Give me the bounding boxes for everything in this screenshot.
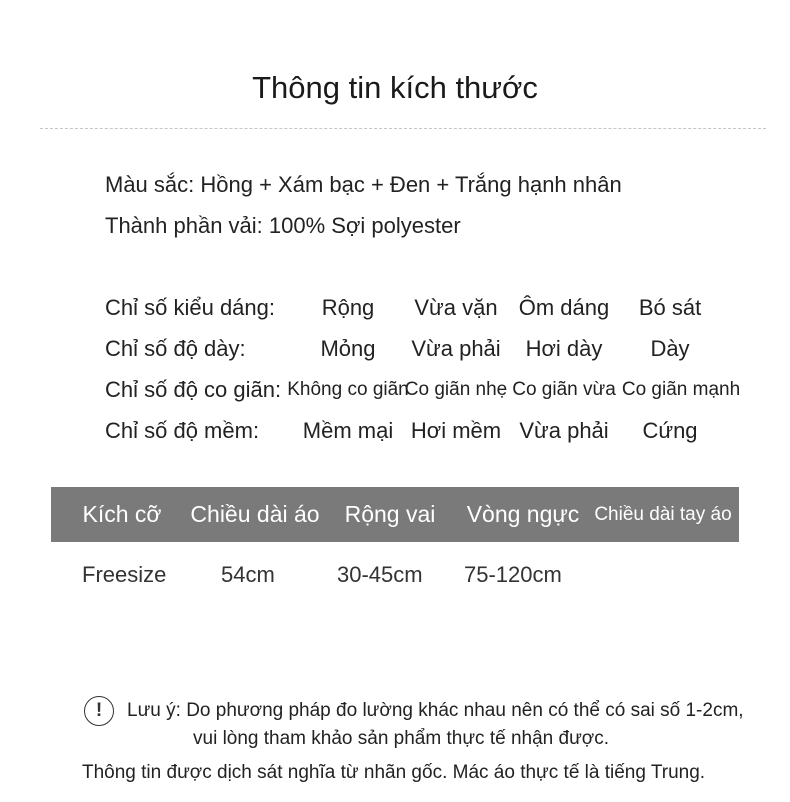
chest-value: 75-120cm [464, 562, 562, 587]
fit-option: Vừa vặn [414, 295, 498, 320]
length-column-header: Chiều dài áo [190, 501, 320, 527]
fit-index-label: Chỉ số kiểu dáng: [105, 295, 275, 320]
translation-note: Thông tin được dịch sát nghĩa từ nhãn gốc. Mác áo thực tế là tiếng Trung. [82, 762, 706, 783]
elasticity-option: Co giãn mạnh [621, 379, 741, 400]
sleeve-column-header: Chiều dài tay áo [594, 504, 732, 525]
softness-option: Vừa phải [519, 418, 609, 443]
dashed-divider [40, 128, 766, 129]
softness-index-label: Chỉ số độ mềm: [105, 418, 260, 443]
fit-option: Bó sát [638, 295, 702, 320]
shoulder-value: 30-45cm [337, 562, 423, 587]
measurement-note: Lưu ý: Do phương pháp đo lường khác nhau nên có thể có sai số 1-2cm, [127, 700, 744, 721]
thickness-index-label: Chỉ số độ dày: [105, 336, 246, 361]
size-value: Freesize [82, 562, 167, 587]
shoulder-column-header: Rộng vai [344, 501, 436, 527]
thickness-option: Dày [650, 336, 690, 361]
thickness-option: Hơi dày [525, 336, 603, 361]
fit-option: Rộng [321, 295, 375, 320]
softness-option: Cứng [642, 418, 698, 443]
elasticity-option: Co giãn nhẹ [404, 379, 508, 400]
elasticity-index-label: Chỉ số độ co giãn: [105, 377, 282, 402]
chest-column-header: Vòng ngực [466, 501, 580, 527]
exclamation-circle-icon: ! [84, 696, 114, 726]
size-column-header: Kích cỡ [82, 501, 162, 527]
size-table-header [51, 487, 739, 542]
length-value: 54cm [221, 562, 275, 587]
measurement-note-continued: vui lòng tham khảo sản phẩm thực tế nhận được. [193, 728, 610, 749]
elasticity-option: Co giãn vừa [512, 379, 616, 400]
softness-option: Mềm mại [302, 418, 394, 443]
elasticity-option: Không co giãn [287, 379, 409, 400]
material-spec: Thành phần vải: 100% Sợi polyester [105, 213, 461, 238]
fit-option: Ôm dáng [518, 295, 610, 320]
softness-option: Hơi mềm [410, 418, 502, 443]
color-spec: Màu sắc: Hồng + Xám bạc + Đen + Trắng hạnh nhân [105, 172, 622, 197]
page-title: Thông tin kích thước [252, 70, 538, 105]
thickness-option: Mỏng [320, 336, 376, 361]
thickness-option: Vừa phải [411, 336, 501, 361]
